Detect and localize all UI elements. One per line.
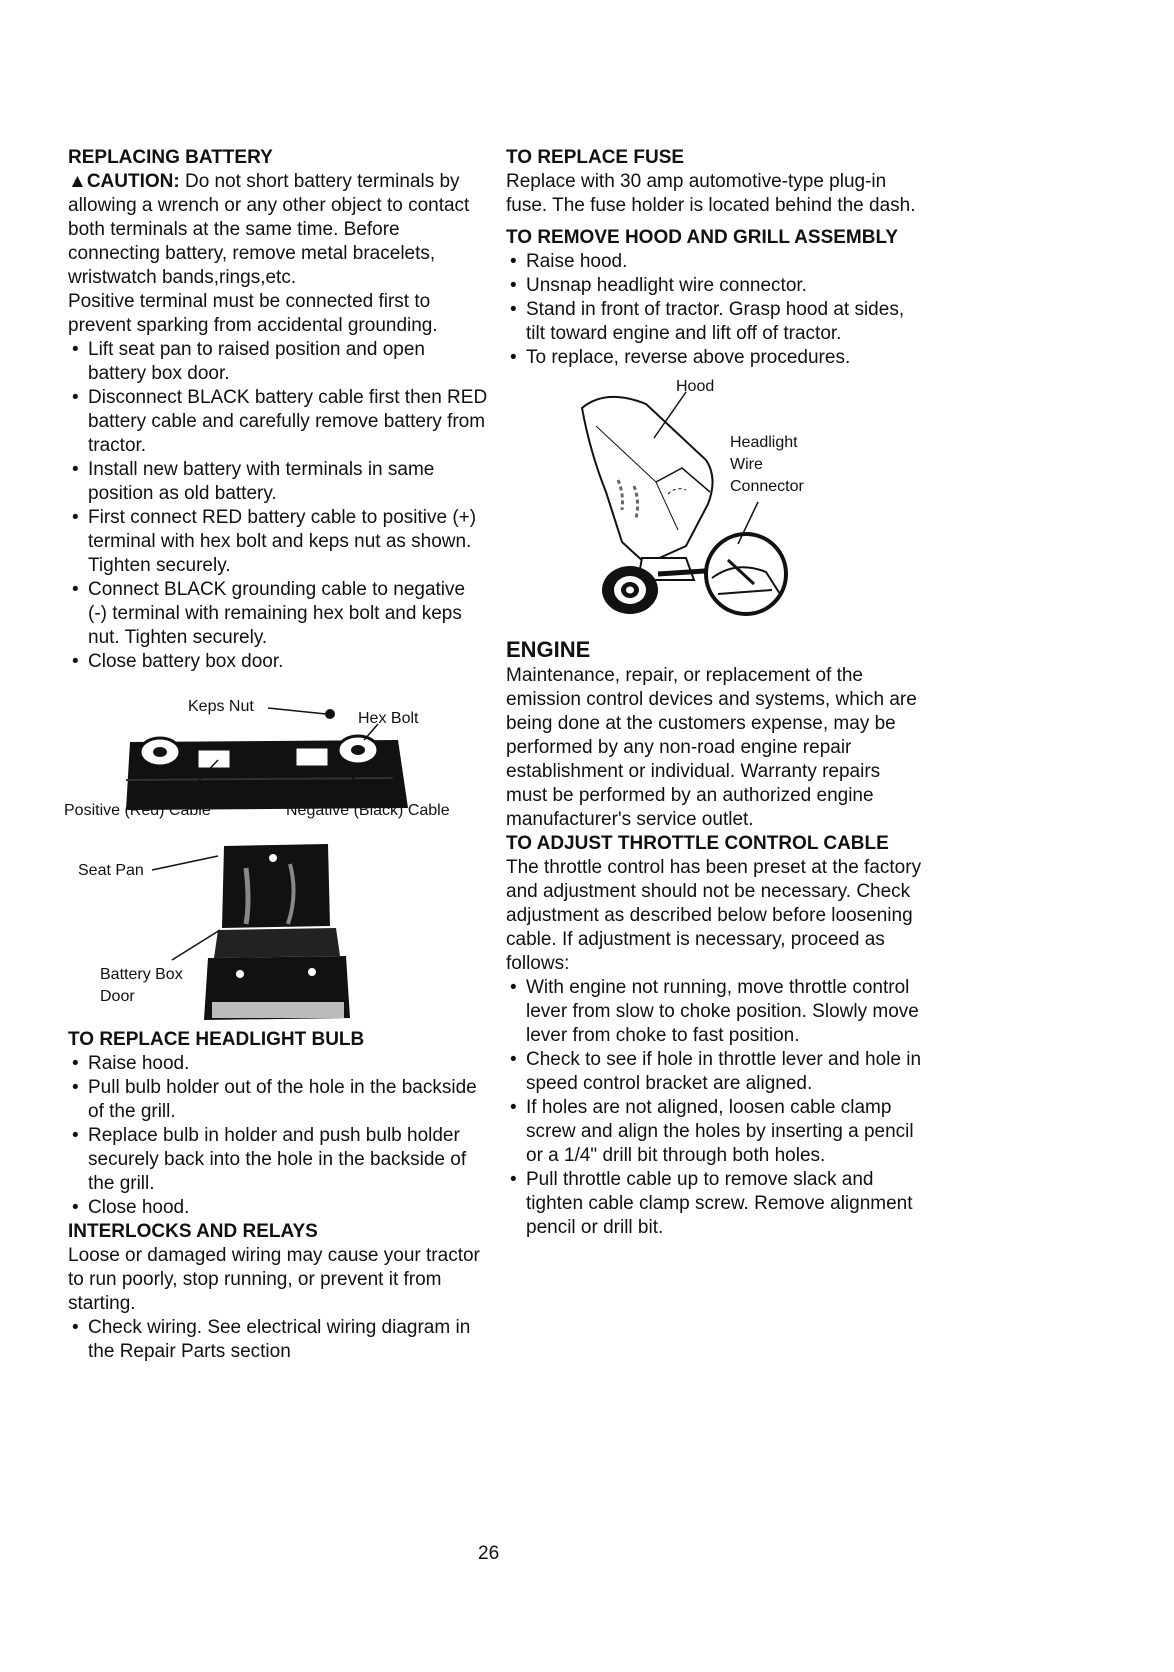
headlight-bulb-steps <box>68 1052 488 1220</box>
list-item: • Lift seat pan to raised position and open battery box door. <box>68 338 488 386</box>
list-item: • Pull bulb holder out of the hole in the backside of the grill. <box>68 1076 488 1124</box>
throttle-heading: TO ADJUST THROTTLE CONTROL CABLE <box>506 833 889 854</box>
interlocks-heading: INTERLOCKS AND RELAYS <box>68 1221 318 1242</box>
door-label: Door <box>100 988 135 1005</box>
battery-steps <box>68 338 488 674</box>
list-item: • Close battery box door. <box>68 650 488 674</box>
fuse-text: Replace with 30 amp automotive-type plug-in fuse. The fuse holder is located behind the dash. <box>506 171 916 216</box>
list-item: • With engine not running, move throttle control lever from slow to choke position. Slowly move lever from choke to fast position. <box>506 976 926 1048</box>
headlight-label: Headlight <box>730 434 798 451</box>
battery-figure <box>64 680 488 822</box>
hood-illustration <box>506 382 926 632</box>
interlocks-section <box>68 1220 488 1364</box>
caution-label: CAUTION: <box>86 171 180 192</box>
caution-paragraph <box>68 170 488 290</box>
seat-pan-label: Seat Pan <box>78 862 144 879</box>
connector-label: Connector <box>730 478 804 495</box>
hex-bolt-label: Hex Bolt <box>358 710 419 727</box>
wire-label: Wire <box>730 456 763 473</box>
list-item: • Pull throttle cable up to remove slack and tighten cable clamp screw. Remove alignment pencil or drill bit. <box>506 1168 926 1240</box>
engine-heading: ENGINE <box>506 637 591 662</box>
negative-cable-label: Negative (Black) Cable <box>286 802 450 819</box>
caution-icon: ▲ <box>68 171 87 192</box>
fuse-heading: TO REPLACE FUSE <box>506 147 685 168</box>
replacing-battery-section <box>68 146 488 674</box>
interlocks-text: Loose or damaged wiring may cause your tractor to run poorly, stop running, or prevent it from starting. <box>68 1245 480 1314</box>
hood-label: Hood <box>676 378 715 395</box>
list-item: • Close hood. <box>68 1196 488 1220</box>
headlight-bulb-heading: TO REPLACE HEADLIGHT BULB <box>68 1029 365 1050</box>
right-column <box>506 146 926 1240</box>
caution-text: Do not short battery terminals by allowing a wrench or any other object to contact both terminals at the same time. Before connecting battery, remove metal bracelets, wristwatch bands,rings,etc. <box>68 171 470 288</box>
list-item: • Check to see if hole in throttle lever and hole in speed control bracket are aligned. <box>506 1048 926 1096</box>
seat-pan-figure <box>68 834 488 1028</box>
left-column <box>64 146 488 1364</box>
list-item: • Replace bulb in holder and push bulb holder securely back into the hole in the backside of the grill. <box>68 1124 488 1196</box>
hood-steps <box>506 250 926 370</box>
list-item: • First connect RED battery cable to positive (+) terminal with hex bolt and keps nut as shown. Tighten securely. <box>68 506 488 578</box>
list-item: • Install new battery with terminals in same position as old battery. <box>68 458 488 506</box>
throttle-steps <box>506 976 926 1240</box>
list-item: • Raise hood. <box>506 250 926 274</box>
battery-box-label: Battery Box <box>100 966 183 983</box>
interlocks-steps <box>68 1316 488 1364</box>
headlight-bulb-section <box>68 1028 488 1220</box>
list-item: • If holes are not aligned, loosen cable clamp screw and align the holes by inserting a pencil or a 1/4" drill bit through both holes. <box>506 1096 926 1168</box>
throttle-text: The throttle control has been preset at the factory and adjustment should not be necessary. Check adjustment as described below before loosening cable. If adjustment is necessary, proceed as follows: <box>506 857 922 974</box>
hood-figure <box>506 378 926 632</box>
positive-cable-label: Positive (Red) Cable <box>64 802 211 819</box>
fuse-section <box>506 146 926 218</box>
engine-text: Maintenance, repair, or replacement of the emission control devices and systems, which are being done at the customers expense, may be performed by any non-road engine repair establishment or individual. Warranty repairs must be performed by an authorized engine manufacturer's service outlet. <box>506 665 917 830</box>
list-item: • Stand in front of tractor. Grasp hood at sides, tilt toward engine and lift off of tractor. <box>506 298 926 346</box>
replacing-battery-heading: REPLACING BATTERY <box>68 147 273 168</box>
list-item: • Unsnap headlight wire connector. <box>506 274 926 298</box>
throttle-section <box>506 832 926 1240</box>
hood-section <box>506 226 926 370</box>
positive-terminal-note: Positive terminal must be connected first to prevent sparking from accidental grounding. <box>68 291 438 336</box>
battery-illustration <box>68 680 488 822</box>
list-item: • To replace, reverse above procedures. <box>506 346 926 370</box>
engine-section <box>506 636 926 832</box>
list-item: • Disconnect BLACK battery cable first then RED battery cable and carefully remove battery from tractor. <box>68 386 488 458</box>
keps-nut-label: Keps Nut <box>188 698 254 715</box>
page-number: 26 <box>478 1543 500 1564</box>
list-item: • Raise hood. <box>68 1052 488 1076</box>
list-item: • Check wiring. See electrical wiring diagram in the Repair Parts section <box>68 1316 488 1364</box>
list-item: • Connect BLACK grounding cable to negative (-) terminal with remaining hex bolt and keps nut. Tighten securely. <box>68 578 488 650</box>
hood-heading: TO REMOVE HOOD AND GRILL ASSEMBLY <box>506 227 899 248</box>
